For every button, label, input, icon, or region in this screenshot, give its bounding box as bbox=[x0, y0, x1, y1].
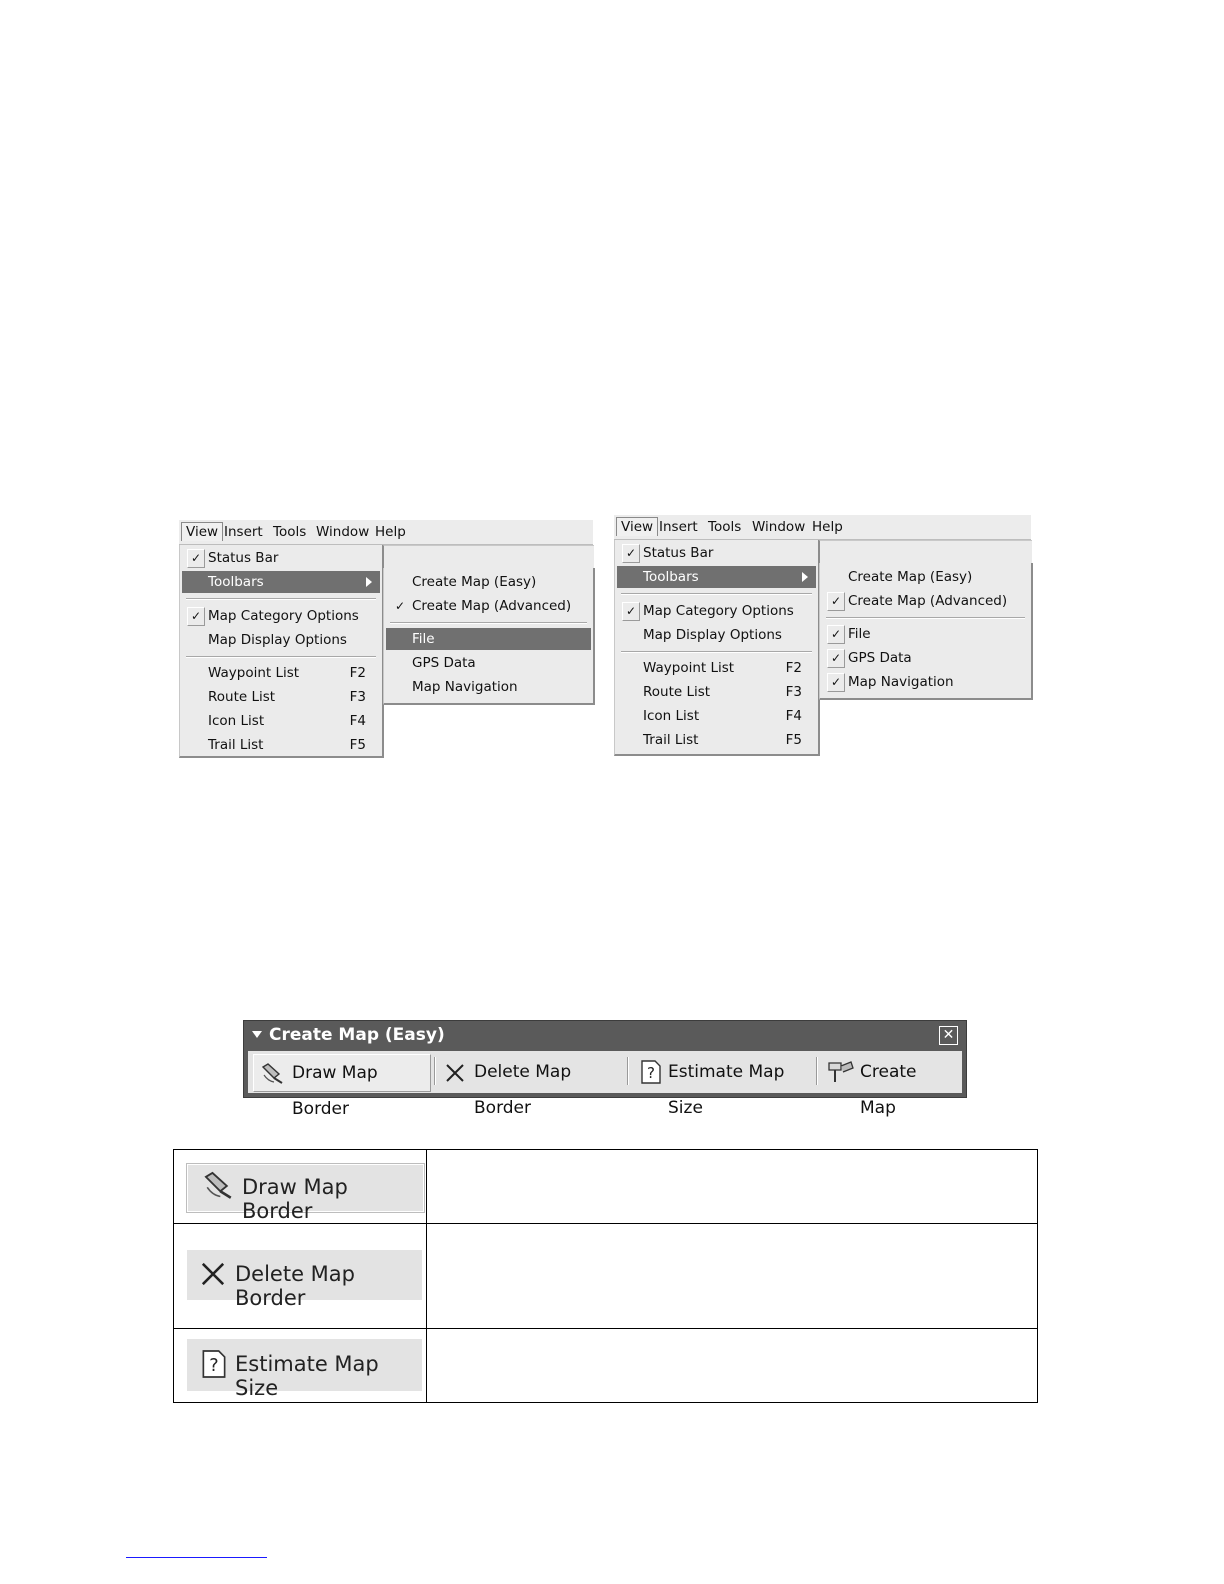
check-icon: ✓ bbox=[187, 549, 205, 568]
menu-help[interactable]: Help bbox=[812, 519, 843, 535]
menu-tools[interactable]: Tools bbox=[273, 524, 307, 540]
menu-separator bbox=[621, 651, 812, 653]
delete-x-icon bbox=[199, 1260, 227, 1288]
submenu-item-file[interactable]: File bbox=[386, 628, 591, 650]
create-map-button[interactable]: Create Map bbox=[824, 1054, 954, 1090]
table-row bbox=[174, 1150, 1038, 1224]
estimate-map-size-button[interactable]: ? Estimate Map Size bbox=[636, 1054, 812, 1090]
svg-text:?: ? bbox=[209, 1356, 219, 1377]
estimate-map-size-button-image: ? Estimate Map Size bbox=[187, 1339, 422, 1391]
menu-bar bbox=[179, 520, 593, 545]
submenu-top-strip bbox=[383, 545, 594, 568]
submenu-item-map-navigation[interactable]: Map Navigation bbox=[412, 679, 518, 695]
menu-item-trail-list[interactable]: Trail List F5 bbox=[208, 737, 366, 753]
toolbars-submenu bbox=[383, 568, 595, 705]
toolbar-title[interactable]: Create Map (Easy) bbox=[252, 1025, 445, 1045]
menu-insert[interactable]: Insert bbox=[224, 524, 263, 540]
toolbar-body bbox=[248, 1051, 962, 1119]
check-icon: ✓ bbox=[394, 599, 406, 613]
menu-item-status-bar[interactable]: ✓ Status Bar bbox=[182, 547, 380, 569]
check-icon: ✓ bbox=[187, 607, 205, 626]
draw-border-icon bbox=[260, 1063, 286, 1085]
submenu-item-create-map-easy[interactable]: Create Map (Easy) bbox=[848, 569, 973, 585]
table-cell-button bbox=[174, 1329, 427, 1403]
menu-separator bbox=[186, 598, 376, 600]
submenu-item-gps-data[interactable]: ✓ GPS Data bbox=[822, 647, 1029, 669]
menu-separator bbox=[826, 617, 1025, 619]
table-cell-description bbox=[427, 1224, 1038, 1329]
submenu-top-strip bbox=[819, 540, 1032, 563]
draw-border-icon bbox=[202, 1171, 236, 1201]
check-icon: ✓ bbox=[827, 649, 845, 668]
menu-item-map-category-options[interactable]: ✓ Map Category Options bbox=[617, 600, 816, 622]
menu-item-waypoint-list[interactable]: Waypoint List F2 bbox=[643, 660, 802, 676]
menu-screenshot-left bbox=[179, 520, 594, 758]
menu-window[interactable]: Window bbox=[316, 524, 370, 540]
check-icon: ✓ bbox=[622, 544, 640, 563]
create-map-icon bbox=[827, 1060, 855, 1084]
toolbar-button-table bbox=[173, 1149, 1038, 1403]
table-cell-button bbox=[174, 1224, 427, 1329]
menu-item-toolbars[interactable]: Toolbars bbox=[617, 566, 816, 588]
check-icon: ✓ bbox=[622, 602, 640, 621]
close-icon[interactable]: ✕ bbox=[939, 1026, 958, 1045]
view-dropdown bbox=[179, 545, 384, 758]
check-icon: ✓ bbox=[827, 625, 845, 644]
svg-text:?: ? bbox=[647, 1064, 655, 1082]
menu-item-map-category-options[interactable]: ✓ Map Category Options bbox=[182, 605, 380, 627]
menu-window[interactable]: Window bbox=[752, 519, 806, 535]
check-icon: ✓ bbox=[827, 592, 845, 611]
menu-view[interactable]: View bbox=[181, 522, 223, 541]
table-cell-description bbox=[427, 1329, 1038, 1403]
menu-item-route-list[interactable]: Route List F3 bbox=[208, 689, 366, 705]
toolbar-divider bbox=[816, 1057, 818, 1085]
view-dropdown bbox=[614, 540, 820, 756]
menu-tools[interactable]: Tools bbox=[708, 519, 742, 535]
menu-help[interactable]: Help bbox=[375, 524, 406, 540]
menu-item-waypoint-list[interactable]: Waypoint List F2 bbox=[208, 665, 366, 681]
toolbar-divider bbox=[627, 1057, 629, 1085]
menu-insert[interactable]: Insert bbox=[659, 519, 698, 535]
submenu-item-file[interactable]: ✓ File bbox=[822, 623, 1029, 645]
create-map-easy-toolbar bbox=[243, 1020, 967, 1119]
footnote-separator-line bbox=[126, 1557, 267, 1558]
menu-item-map-display-options[interactable]: Map Display Options bbox=[643, 627, 782, 643]
table-row bbox=[174, 1329, 1038, 1403]
menu-item-map-display-options[interactable]: Map Display Options bbox=[208, 632, 347, 648]
question-mark-icon bbox=[640, 1060, 662, 1084]
menu-item-icon-list[interactable]: Icon List F4 bbox=[643, 708, 802, 724]
submenu-item-create-map-easy[interactable]: Create Map (Easy) bbox=[412, 574, 537, 590]
check-icon: ✓ bbox=[827, 673, 845, 692]
draw-map-border-button-image: Draw Map Border bbox=[187, 1164, 424, 1212]
submenu-item-create-map-advanced[interactable]: ✓ Create Map (Advanced) bbox=[386, 595, 591, 617]
delete-map-border-button[interactable]: Delete Map Border bbox=[442, 1054, 622, 1090]
submenu-item-create-map-advanced[interactable]: ✓ Create Map (Advanced) bbox=[822, 590, 1029, 612]
question-mark-icon bbox=[201, 1349, 227, 1379]
menu-item-route-list[interactable]: Route List F3 bbox=[643, 684, 802, 700]
menu-bar bbox=[614, 515, 1031, 540]
table-cell-description bbox=[427, 1150, 1038, 1224]
toolbars-submenu bbox=[819, 563, 1033, 700]
menu-item-trail-list[interactable]: Trail List F5 bbox=[643, 732, 802, 748]
collapse-triangle-icon bbox=[252, 1031, 262, 1038]
menu-separator bbox=[390, 622, 587, 624]
delete-map-border-button-image: Delete Map Border bbox=[187, 1250, 422, 1300]
menu-separator bbox=[621, 593, 812, 595]
table-row bbox=[174, 1224, 1038, 1329]
menu-separator bbox=[186, 656, 376, 658]
menu-view[interactable]: View bbox=[616, 517, 658, 536]
menu-item-icon-list[interactable]: Icon List F4 bbox=[208, 713, 366, 729]
submenu-arrow-icon bbox=[802, 572, 808, 582]
menu-item-toolbars[interactable]: Toolbars bbox=[182, 571, 380, 593]
table-cell-button bbox=[174, 1150, 427, 1224]
menu-item-status-bar[interactable]: ✓ Status Bar bbox=[617, 542, 816, 564]
toolbar-divider bbox=[434, 1057, 436, 1085]
submenu-arrow-icon bbox=[366, 577, 372, 587]
delete-x-icon bbox=[444, 1062, 466, 1084]
submenu-item-gps-data[interactable]: GPS Data bbox=[412, 655, 476, 671]
submenu-item-map-navigation[interactable]: ✓ Map Navigation bbox=[822, 671, 1029, 693]
menu-screenshot-right bbox=[614, 515, 1032, 758]
draw-map-border-button[interactable]: Draw Map Border bbox=[253, 1054, 431, 1092]
